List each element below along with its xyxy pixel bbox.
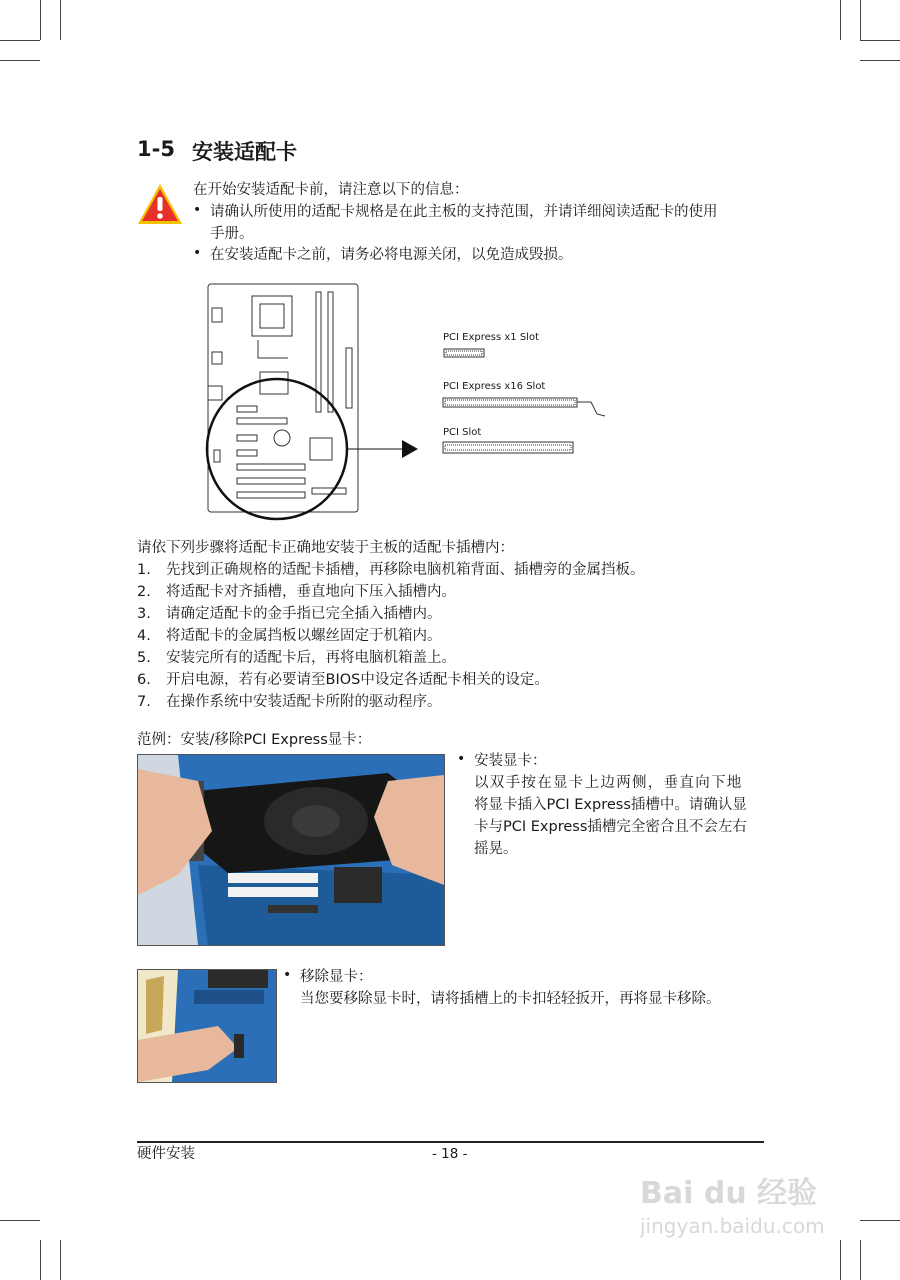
step-number: 7.: [137, 694, 151, 710]
remove-graphics-card-photo: [137, 969, 277, 1083]
step-text: 将适配卡的金属挡板以螺丝固定于机箱内。: [166, 628, 442, 644]
bullet-icon: •: [283, 967, 292, 983]
step-number: 3.: [137, 606, 151, 622]
crop-mark: [40, 0, 41, 40]
slot-label-pci: PCI Slot: [443, 427, 482, 438]
baidu-jingyan-watermark-logo: Bai du 经验: [640, 1176, 818, 1211]
install-line: 将显卡插入PCI Express插槽中。请确认显: [474, 797, 747, 813]
install-line: 卡与PCI Express插槽完全密合且不会左右: [474, 819, 747, 835]
step-text: 安装完所有的适配卡后，再将电脑机箱盖上。: [166, 650, 456, 666]
step-number: 1.: [137, 562, 151, 578]
step-text: 先找到正确规格的适配卡插槽，再移除电脑机箱背面、插槽旁的金属挡板。: [166, 562, 645, 578]
steps-intro: 请依下列步骤将适配卡正确地安装于主板的适配卡插槽内：: [137, 540, 514, 556]
slot-label-x16: PCI Express x16 Slot: [443, 381, 546, 392]
notice-item-1-line2: 手册。: [210, 226, 254, 242]
crop-mark: [840, 0, 841, 40]
example-label: 范例：安装/移除PCI Express显卡：: [137, 732, 372, 748]
step-text: 将适配卡对齐插槽，垂直地向下压入插槽内。: [166, 584, 456, 600]
bullet-icon: •: [193, 245, 202, 261]
crop-mark: [60, 0, 61, 40]
crop-mark: [860, 40, 900, 41]
crop-mark: [860, 1220, 900, 1221]
crop-mark: [0, 1220, 40, 1221]
install-line: 以双手按在显卡上边两侧，垂直向下地: [474, 775, 743, 791]
install-line: 摇晃。: [474, 841, 518, 857]
warning-icon: [136, 182, 184, 226]
crop-mark: [860, 1240, 861, 1280]
crop-mark: [840, 1240, 841, 1280]
crop-mark: [60, 1240, 61, 1280]
step-number: 5.: [137, 650, 151, 666]
step-number: 4.: [137, 628, 151, 644]
motherboard-diagram: [200, 278, 620, 528]
crop-mark: [860, 0, 861, 40]
crop-mark: [0, 60, 40, 61]
bullet-icon: •: [193, 202, 202, 218]
step-number: 2.: [137, 584, 151, 600]
notice-intro: 在开始安装适配卡前，请注意以下的信息：: [193, 182, 469, 198]
notice-item-1-line1: 请确认所使用的适配卡规格是在此主板的支持范围，并请详细阅读适配卡的使用: [210, 204, 718, 220]
page-number: - 18 -: [432, 1146, 468, 1162]
notice-item-2: 在安装适配卡之前，请务必将电源关闭，以免造成毁损。: [210, 247, 573, 263]
baidu-jingyan-watermark-url: jingyan.baidu.com: [640, 1214, 825, 1238]
install-graphics-card-photo: [137, 754, 445, 946]
bullet-icon: •: [457, 751, 466, 767]
install-title: 安装显卡：: [474, 753, 547, 769]
crop-mark: [860, 60, 900, 61]
crop-mark: [40, 1240, 41, 1280]
slot-label-x1: PCI Express x1 Slot: [443, 332, 539, 343]
remove-line: 当您要移除显卡时，请将插槽上的卡扣轻轻扳开，再将显卡移除。: [300, 991, 721, 1007]
remove-title: 移除显卡：: [300, 969, 373, 985]
step-text: 开启电源，若有必要请至BIOS中设定各适配卡相关的设定。: [166, 672, 549, 688]
crop-mark: [0, 40, 40, 41]
section-number: 1-5: [137, 137, 175, 161]
footer-section-name: 硬件安装: [137, 1146, 195, 1162]
section-title: 安装适配卡: [192, 140, 297, 164]
step-text: 在操作系统中安装适配卡所附的驱动程序。: [166, 694, 442, 710]
step-text: 请确定适配卡的金手指已完全插入插槽内。: [166, 606, 442, 622]
step-number: 6.: [137, 672, 151, 688]
